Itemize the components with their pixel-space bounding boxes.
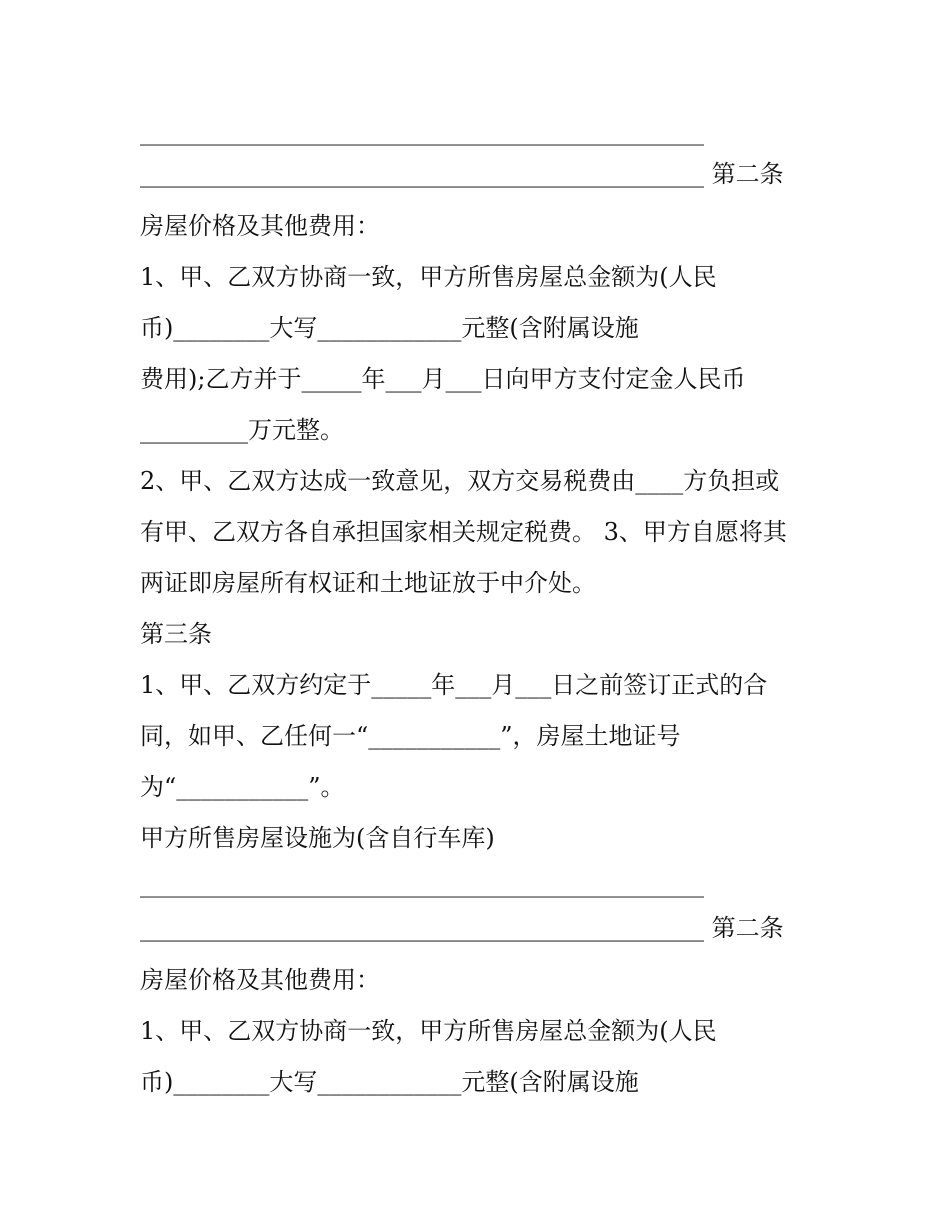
- blank-line: _______________________________________________: [140, 870, 704, 898]
- paragraph-line: 1、甲、乙双方约定于_____年___月___日之前签订正式的合: [140, 671, 768, 699]
- paragraph-line: 1、甲、乙双方协商一致，甲方所售房屋总金额为(人民: [140, 263, 717, 291]
- blank-line-article-heading: _______________________________________________ 第二条: [140, 914, 784, 942]
- paragraph-line: 币)________大写____________元整(含附属设施: [140, 1068, 639, 1096]
- paragraph-line: 2、甲、乙双方达成一致意见，双方交易税费由____方负担或: [140, 467, 780, 495]
- paragraph-line: 1、甲、乙双方协商一致，甲方所售房屋总金额为(人民: [140, 1017, 717, 1045]
- blank-line-article-heading: _______________________________________________ 第二条: [140, 160, 784, 188]
- paragraph-line: 两证即房屋所有权证和土地证放于中介处。: [140, 569, 596, 597]
- paragraph-line: 同，如甲、乙任何一“___________”，房屋土地证号: [140, 722, 681, 750]
- paragraph-line: 甲方所售房屋设施为(含自行车库): [140, 824, 495, 852]
- paragraph-line: _________万元整。: [140, 416, 344, 444]
- paragraph-line: 费用);乙方并于_____年___月___日向甲方支付定金人民币: [140, 365, 746, 393]
- paragraph-line: 币)________大写____________元整(含附属设施: [140, 314, 639, 342]
- paragraph-line: 为“___________”。: [140, 773, 345, 801]
- section-title: 房屋价格及其他费用：: [140, 212, 380, 240]
- paragraph-line: 有甲、乙双方各自承担国家相关规定税费。 3、甲方自愿将其: [140, 518, 787, 546]
- blank-line: _______________________________________________: [140, 118, 704, 146]
- article-heading: 第三条: [140, 620, 212, 648]
- section-title: 房屋价格及其他费用：: [140, 966, 380, 994]
